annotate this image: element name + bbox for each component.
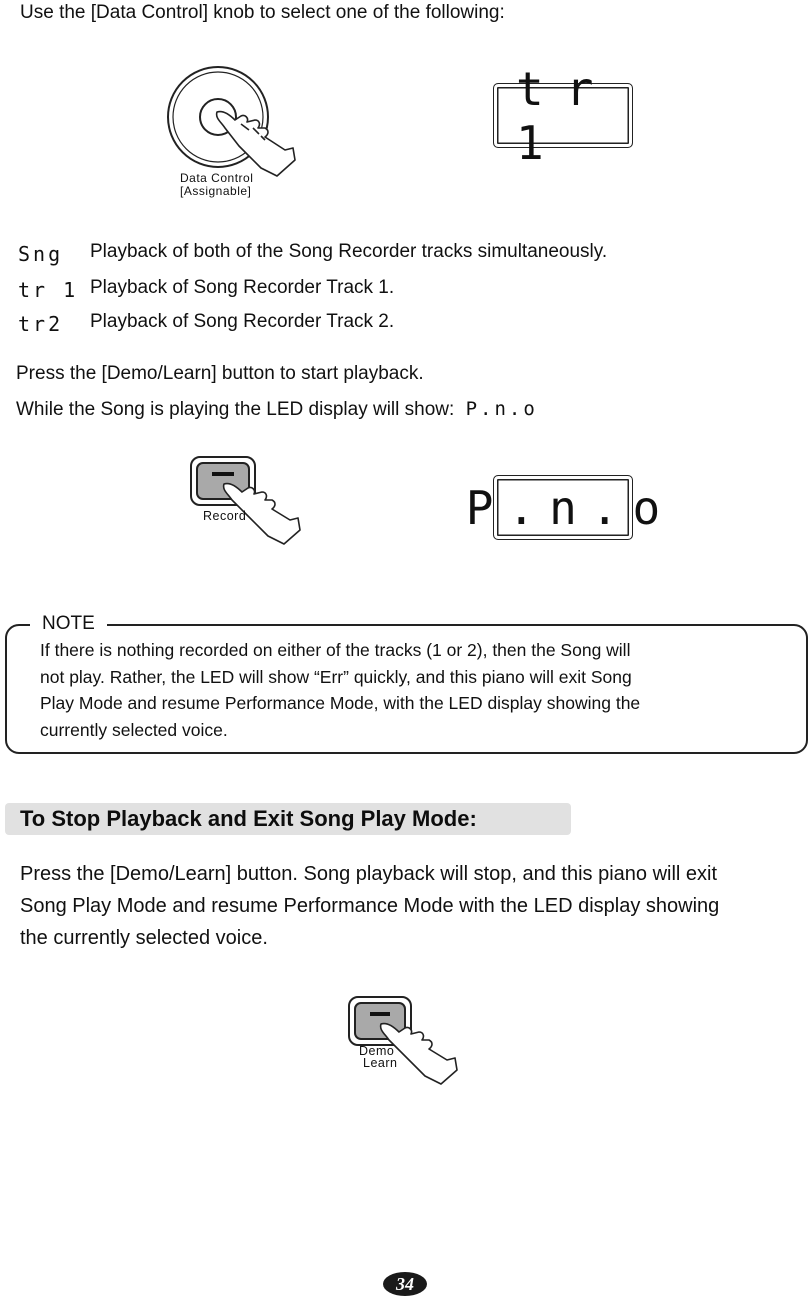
led-display-text: tr 1: [516, 61, 616, 170]
option-code: tr2: [18, 312, 64, 336]
knob-caption-line2: [Assignable]: [180, 184, 252, 198]
section-body: [20, 858, 810, 954]
option-description: Playback of both of the Song Recorder tracks simultaneously.: [90, 241, 608, 262]
while-text: [16, 397, 538, 422]
option-code: tr 1: [18, 278, 79, 302]
option-item: [18, 308, 810, 343]
while-label: While the Song is playing the LED display will show:: [16, 399, 455, 420]
option-code: Sng: [18, 242, 64, 266]
section-heading: To Stop Playback and Exit Song Play Mode:: [20, 806, 477, 831]
option-item: [18, 238, 810, 273]
note-body: [40, 637, 800, 743]
led-display-pno: [465, 475, 675, 540]
intro-text: Use the [Data Control] knob to select one of the following:: [20, 2, 505, 23]
note-line: not play. Rather, the LED will show “Err” quickly, and this piano will exit Song: [40, 666, 632, 687]
note-line: currently selected voice.: [40, 719, 228, 740]
note-title: NOTE: [30, 612, 107, 636]
page-number: 34: [383, 1272, 427, 1296]
note-line: Play Mode and resume Performance Mode, with the LED display showing the: [40, 693, 641, 713]
while-led-code: P.n.o: [465, 398, 538, 420]
press-text: Press the [Demo/Learn] button to start playback.: [16, 363, 424, 384]
led-display-tr1: [493, 61, 633, 170]
section-line: Song Play Mode and resume Performance Mode with the LED display showing: [20, 895, 720, 917]
option-item: [18, 274, 810, 309]
demo-button-caption-line1: Demo: [359, 1044, 395, 1058]
section-line: the currently selected voice.: [20, 927, 268, 949]
option-description: Playback of Song Recorder Track 2.: [90, 311, 395, 332]
record-button-caption: Record: [203, 509, 247, 523]
led-display-text: P.n.o: [465, 480, 675, 535]
note-line: If there is nothing recorded on either of the tracks (1 or 2), then the Song will: [40, 640, 631, 660]
section-line: Press the [Demo/Learn] button. Song playback will stop, and this piano will exit: [20, 863, 718, 885]
option-description: Playback of Song Recorder Track 1.: [90, 277, 395, 298]
demo-button-caption-line2: Learn: [363, 1056, 398, 1070]
knob-caption-line1: Data Control: [180, 171, 254, 185]
